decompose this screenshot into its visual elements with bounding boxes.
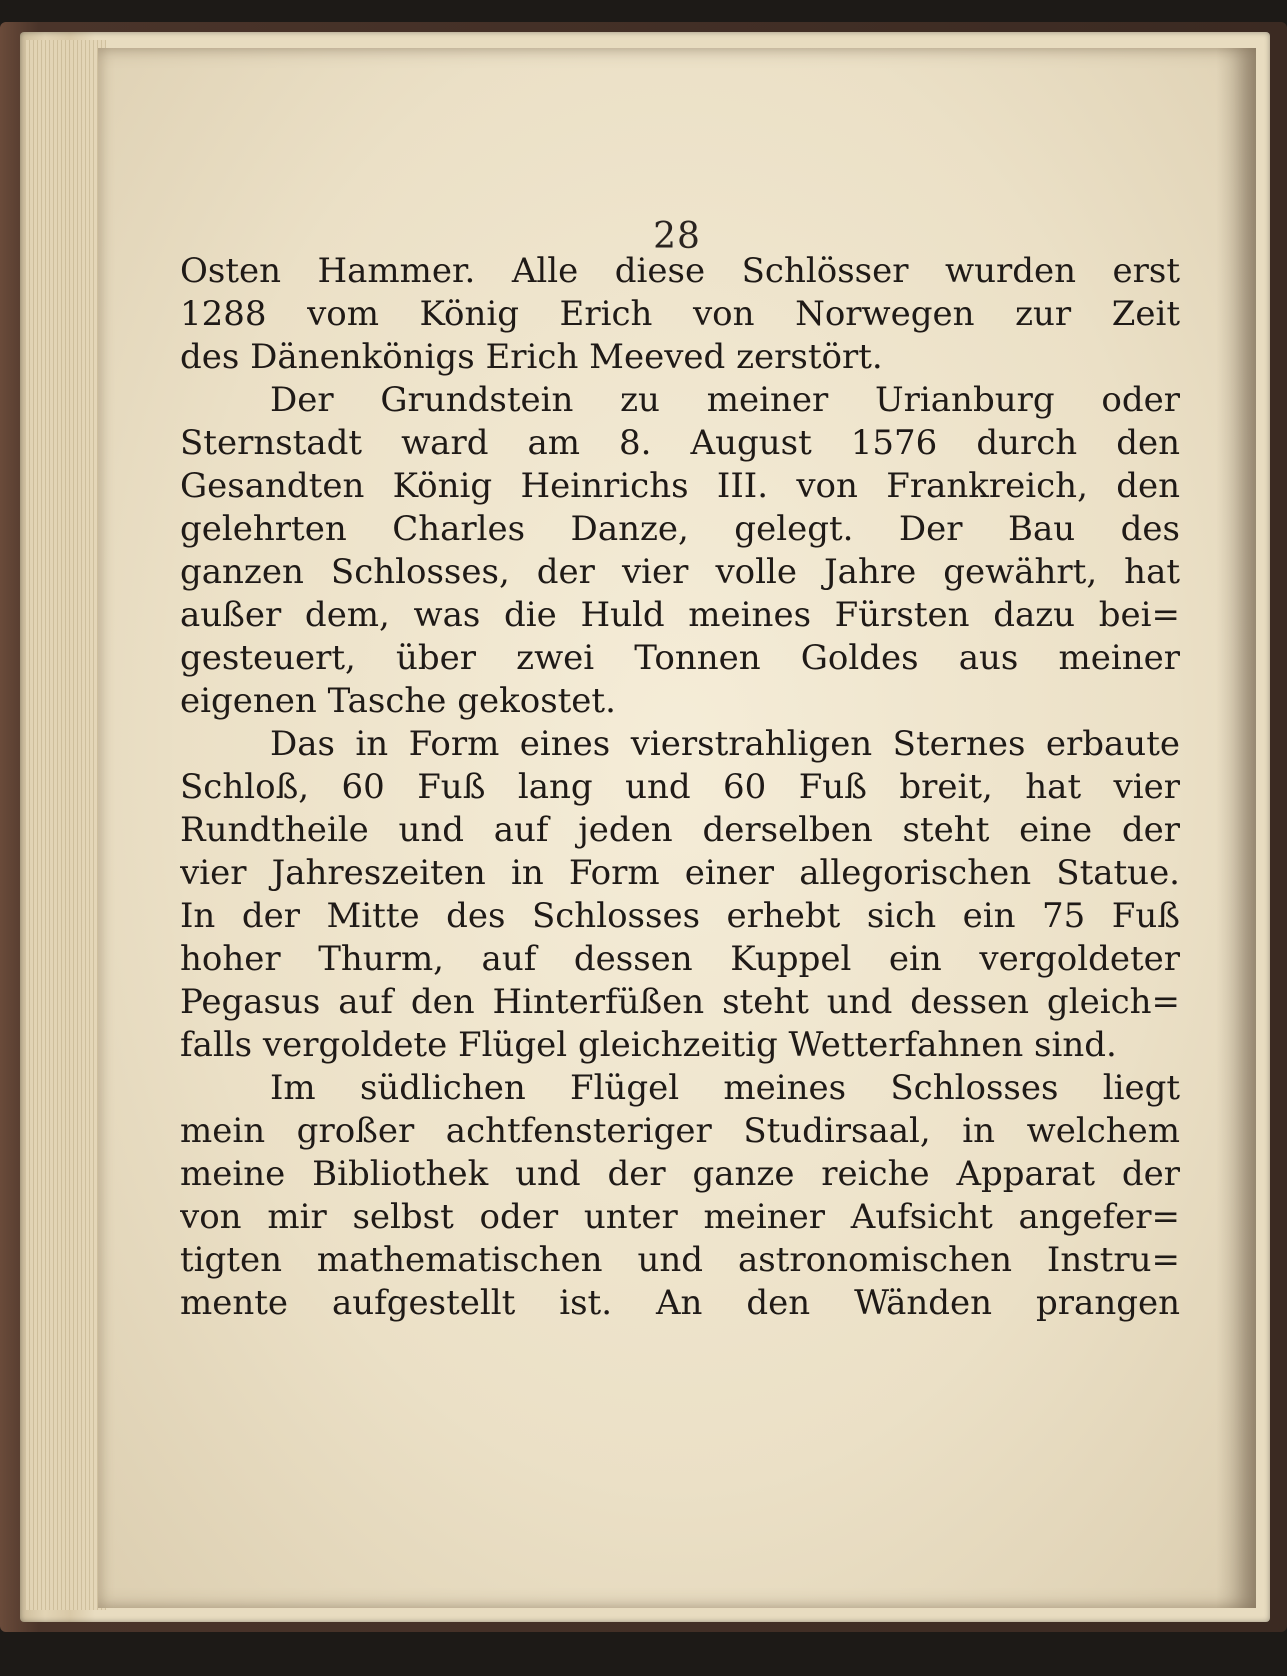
text-line: vier Jahreszeiten in Form einer allegorischen Statue. [180, 853, 1180, 893]
gutter-shadow [1216, 48, 1256, 1608]
text-line: Pegasus auf den Hinterfüßen steht und dessen gleich= [180, 982, 1180, 1022]
text-line: von mir selbst oder unter meiner Aufsicht angefer= [180, 1197, 1180, 1237]
text-line: mein großer achtfensteriger Studirsaal, in welchem [180, 1111, 1180, 1151]
text-line: ganzen Schlosses, der vier volle Jahre gewährt, hat [180, 552, 1180, 592]
text-line: Der Grundstein zu meiner Urianburg oder [270, 380, 1180, 420]
text-line: mente aufgestellt ist. An den Wänden prangen [180, 1283, 1180, 1323]
text-line: Sternstadt ward am 8. August 1576 durch den [180, 423, 1180, 463]
text-line: In der Mitte des Schlosses erhebt sich ein 75 Fuß [180, 896, 1180, 936]
page-number: 28 [653, 216, 701, 257]
text-line: Das in Form eines vierstrahligen Sternes erbaute [270, 724, 1180, 764]
text-line: Im südlichen Flügel meines Schlosses liegt [270, 1068, 1180, 1108]
text-line: falls vergoldete Flügel gleichzeitig Wetterfahnen sind. [180, 1025, 1117, 1065]
text-line: meine Bibliothek und der ganze reiche Apparat der [180, 1154, 1180, 1194]
text-line: Osten Hammer. Alle diese Schlösser wurden erst [180, 251, 1180, 291]
body-text [180, 250, 1180, 1325]
text-line: Gesandten König Heinrichs III. von Frankreich, den [180, 466, 1180, 506]
page-edges [26, 40, 106, 1610]
text-line: hoher Thurm, auf dessen Kuppel ein vergoldeter [180, 939, 1180, 979]
text-line: eigenen Tasche gekostet. [180, 681, 616, 721]
text-line: Schloß, 60 Fuß lang und 60 Fuß breit, hat vier [180, 767, 1180, 807]
text-line: 1288 vom König Erich von Norwegen zur Zeit [180, 294, 1180, 334]
text-line: gesteuert, über zwei Tonnen Goldes aus meiner [180, 638, 1180, 678]
text-line: gelehrten Charles Danze, gelegt. Der Bau des [180, 509, 1180, 549]
text-line: tigten mathematischen und astronomischen Instru= [180, 1240, 1180, 1280]
text-line: des Dänenkönigs Erich Meeved zerstört. [180, 337, 883, 377]
text-line: außer dem, was die Huld meines Fürsten dazu bei= [180, 595, 1180, 635]
text-line: Rundtheile und auf jeden derselben steht eine der [180, 810, 1180, 850]
